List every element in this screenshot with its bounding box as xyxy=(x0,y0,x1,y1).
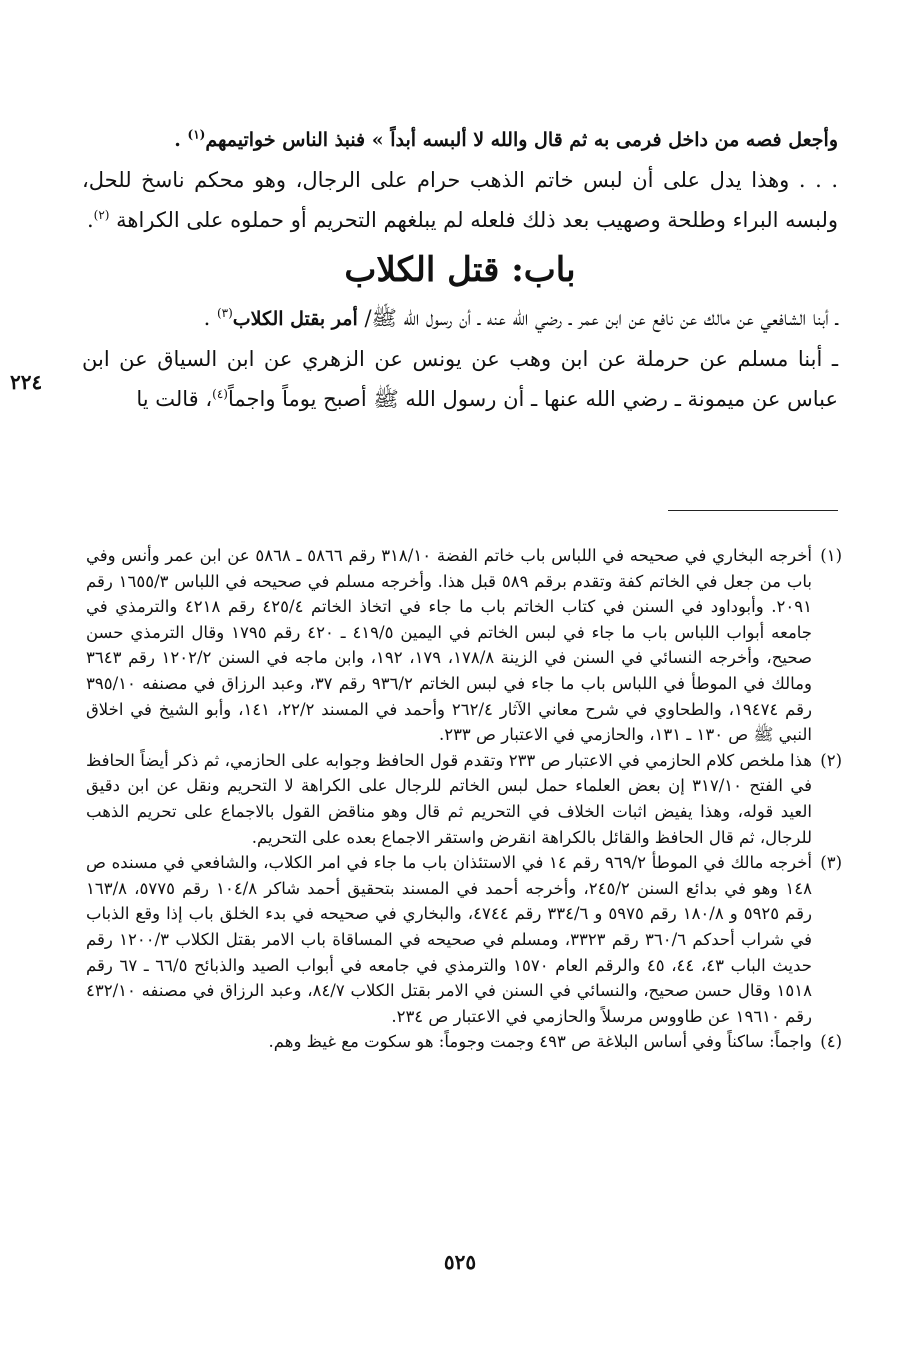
hadith-1: ـ أبنا الشافعي عن مالك عن نافع عن ابن عمر ـ رضي الله عنه ـ أن رسول الله ﷺ/ أمر بقتل الكلاب$^{(٣)}$ . xyxy=(203,306,838,330)
footnote-text: واجماً: ساكناً وفي أساس البلاغة ص ٤٩٣ وجمت وجوماً: هو سكوت مع غيظ وهم. xyxy=(268,1032,812,1052)
footnote-3 xyxy=(86,850,842,1029)
lead-line: وأجعل فصه من داخل فرمى به ثم قال والله لا ألبسه أبداً » فنبذ الناس خواتيمهم$^{(١)}$ . xyxy=(174,127,838,151)
footnote-separator xyxy=(668,510,838,511)
footnote-ref-2: (٢) xyxy=(93,208,110,222)
footnote-text: أخرجه مالك في الموطأ ٩٦٩/٢ رقم ١٤ في الاستئذان باب ما جاء في امر الكلاب، والشافعي في مسنده ص ١٤٨ وهو في بدائع السنن ٢٤٥/٢، وأخرجه أحمد في المسند بتحقيق أحمد شاكر ١٠٤/٨ رقم ٥٧٧٥، ١٦٣/٨ رقم ٥٩٢٥ و ١٨٠/٨ رقم ٥٩٧٥ و ٣٣٤/٦ رقم ٤٧٤٤، والبخاري في صحيحه في بدء الخلق باب إذا وقع الذباب في شراب أحدكم ٣٦٠/٦ رقم ٣٣٢٣، ومسلم في صحيحه في المساقاة باب الامر بقتل الكلاب ١٢٠٠/٣ رقم حديث الباب ٤٣، ٤٤، ٤٥ والرقم العام ١٥٧٠ والترمذي في جامعه في أبواب الصيد والذبائح ٦٦/٥ ـ ٦٧ رقم ١٥١٨ وقال حسن صحيح، والنسائي في السنن في الامر بقتل الكلاب ٨٤/٧، وعبد الرزاق في مصنفه ٤٣٢/١٠ رقم ١٩٦١٠ عن طاووس مرسلاً والحازمي في الاعتبار ص ٢٣٤. xyxy=(86,853,813,1026)
main-text xyxy=(82,120,838,419)
footnotes xyxy=(86,543,842,1055)
footnote-number: (٢) xyxy=(820,750,842,770)
ruling-text: . . . وهذا يدل على أن لبس خاتم الذهب حرام على الرجال، وهو محكم ناسخ للحل، ولبسه البراء وطلحة وصهيب بعد ذلك فلعله لم يبلغهم التحريم أو حملوه على الكراهة xyxy=(82,168,838,232)
footnote-ref-4: (٤) xyxy=(212,387,228,401)
footnote-text: هذا ملخص كلام الحازمي في الاعتبار ص ٢٣٣ وتقدم قول الحافظ وجوابه على الحازمي، ثم ذكر أيضاً الحافظ في الفتح ٣١٧/١٠ إن بعض العلماء حمل لبس الخاتم للرجال على الكراهة لا التحريم ونقل عن ابن دقيق العيد قوله، وهذا يفيض اثبات الخلاف في التحريم ثم قال وهو مناقض القول بالاجماع على تحريم الذهب للرجال، ثم قال الحافظ والقائل بالكراهة انقرض واستقر الاجماع بعده على التحريم. xyxy=(86,750,812,847)
footnote-ref-1: (١) xyxy=(187,127,206,142)
margin-folio-number: ٢٢٤ xyxy=(10,370,43,394)
footnote-4 xyxy=(86,1029,842,1055)
footnote-number: (١) xyxy=(820,546,842,565)
footnote-text: أخرجه البخاري في صحيحه في اللباس باب خاتم الفضة ٣١٨/١٠ رقم ٥٨٦٦ ـ ٥٨٦٨ عن ابن عمر وأنس وفي باب من جعل في الخاتم كفة وتقدم برقم ٥٨٩ قبل هذا. وأخرجه مسلم في صحيحه في اللباس ١٦٥٥/٣ رقم ٢٠٩١. وأبوداود في السنن في كتاب الخاتم باب ما جاء في اتخاذ الخاتم ٤٢٥/٤ رقم ٤٢١٨ والترمذي في جامعه أبواب اللباس باب ما جاء في لبس الخاتم في اليمين ٤١٩/٥ ـ ٤٢٠ رقم ١٧٩٥ وقال الترمذي حسن صحيح، وأخرجه النسائي في السنن في الزينة ١٧٨/٨، ١٧٩، ١٩٢، وابن ماجه في السنن ١٢٠٢/٢ رقم ٣٦٤٣ ومالك في الموطأ في اللباس باب ما جاء في لبس الخاتم ٩٣٦/٢ رقم ٣٧، وعبد الرزاق في مصنفه ٣٩٥/١٠ رقم ١٩٤٧٤، والطحاوي في شرح معاني الآثار ٢٦٢/٤ وأحمد في المسند ٢٢/٢، ١٤١، وأبو الشيخ في اخلاق النبي ﷺ ص ١٣٠ ـ ١٣١، والحازمي في الاعتبار ص ٢٣٣. xyxy=(86,546,813,745)
footnote-number: (٤) xyxy=(820,1032,842,1052)
hadith-1-text: أمر بقتل الكلاب xyxy=(232,308,358,330)
footnote-2 xyxy=(86,748,842,850)
hadith-2 xyxy=(82,339,838,419)
hadith-1-chain: ـ أبنا الشافعي عن مالك عن نافع عن ابن عمر ـ رضي الله عنه ـ أن رسول الله ﷺ/ xyxy=(364,306,838,330)
chapter-title: باب: قتل الكلاب xyxy=(344,250,576,290)
lead-text: وأجعل فصه من داخل فرمى به ثم قال والله لا ألبسه أبداً » فنبذ الناس خواتيمهم xyxy=(205,129,838,151)
footnote-number: (٣) xyxy=(820,853,842,873)
paragraph-ruling: . . . وهذا يدل على أن لبس خاتم الذهب حرام على الرجال، وهو محكم ناسخ للحل، ولبسه البراء وطلحة وصهيب بعد ذلك فلعله لم يبلغهم التحريم أو حملوه على الكراهة $^{(٢)}$. xyxy=(82,168,838,232)
page-number: ٥٢٥ xyxy=(443,1250,477,1274)
hadith-2-tail: ، قالت يا xyxy=(136,387,213,411)
hadith-2-text: ـ أبنا مسلم عن حرملة عن ابن وهب عن يونس عن الزهري عن ابن السياق عن ابن عباس عن ميمونة ـ رضي الله عنها ـ أن رسول الله ﷺ أصبح يوماً واجماً xyxy=(82,347,838,411)
footnote-1 xyxy=(86,543,842,748)
footnote-ref-3: (٣) xyxy=(216,306,233,320)
